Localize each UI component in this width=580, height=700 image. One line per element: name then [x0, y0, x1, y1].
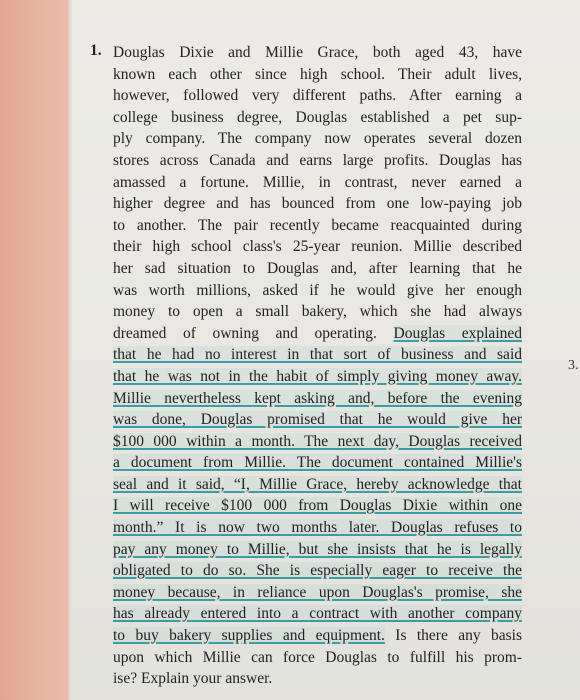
highlighted-text: Millie nevertheless kept asking and, before the evening	[113, 389, 522, 407]
text-segment: stores across Canada and earns large profits. Douglas has	[113, 151, 522, 169]
question-text	[113, 42, 522, 690]
text-segment: however, followed very different paths. After earning a	[113, 87, 522, 105]
text-segment: amassed a fortune. Millie, in contrast, never earned a	[113, 173, 522, 191]
text-line	[113, 323, 522, 345]
text-segment: college business degree, Douglas established a pet sup-	[113, 108, 522, 126]
text-line	[113, 64, 522, 86]
text-line	[113, 388, 522, 410]
text-segment: was worth millions, asked if he would give her enough	[113, 281, 522, 299]
text-segment: her sad situation to Douglas and, after learning that he	[113, 259, 522, 277]
highlighted-text: a document from Millie. The document contained Millie's	[113, 454, 522, 472]
text-segment: known each other since high school. Their adult lives,	[113, 65, 522, 83]
text-segment: Is there any basis	[384, 627, 522, 645]
text-segment: money to open a small bakery, which she had always	[113, 303, 522, 321]
highlighted-text: $100 000 within a month. The next day, Douglas received	[113, 432, 522, 450]
text-segment: Douglas Dixie and Millie Grace, both aged 43, have	[113, 44, 522, 61]
text-segment: dreamed of owning and operating.	[113, 324, 394, 342]
text-line	[113, 258, 522, 280]
highlighted-text: was done, Douglas promised that he would give her	[113, 411, 522, 429]
highlighted-text: has already entered into a contract with another company	[113, 605, 522, 623]
text-segment: upon which Millie can force Douglas to fulfill his prom-	[113, 648, 522, 666]
text-line	[113, 366, 522, 388]
text-line	[113, 215, 522, 237]
left-page-edge	[0, 0, 68, 700]
question-number: 1.	[90, 42, 102, 59]
highlighted-text: seal and it said, “I, Millie Grace, hereby acknowledge that	[113, 475, 522, 493]
text-segment: their high school class's 25-year reunion. Millie described	[113, 238, 522, 256]
text-line	[113, 42, 522, 64]
highlighted-text: Douglas explained	[393, 324, 522, 342]
next-question-number-partial: 3.	[568, 358, 579, 373]
text-line	[113, 495, 522, 517]
text-line	[113, 85, 522, 107]
text-segment: ply company. The company now operates several dozen	[113, 130, 522, 148]
text-line	[113, 150, 522, 172]
text-line	[113, 107, 522, 129]
highlighted-text: money because, in reliance upon Douglas's promise, she	[113, 583, 522, 601]
text-line	[113, 517, 522, 539]
text-line	[113, 236, 522, 258]
text-line	[113, 431, 522, 453]
text-line	[113, 474, 522, 496]
text-segment: higher degree and has bounced from one low-paying job	[113, 195, 522, 213]
highlighted-text: I will receive $100 000 from Douglas Dixie within one	[113, 497, 522, 515]
text-segment: ise? Explain your answer.	[113, 670, 273, 688]
highlighted-text: obligated to do so. She is especially eager to receive the	[113, 562, 522, 580]
text-line	[113, 301, 522, 323]
text-line	[113, 452, 522, 474]
highlighted-text: that he had no interest in that sort of business and said	[113, 346, 522, 364]
text-line	[113, 668, 522, 690]
highlighted-text: to buy bakery supplies and equipment.	[113, 627, 385, 645]
text-segment: to another. The pair recently became reacquainted during	[113, 216, 522, 234]
text-line	[113, 625, 522, 647]
text-line	[113, 603, 522, 625]
highlighted-text: month.” It is now two months later. Douglas refuses to	[113, 519, 522, 537]
highlighted-text: that he was not in the habit of simply giving money away.	[113, 367, 522, 385]
text-line	[113, 560, 522, 582]
text-line	[113, 128, 522, 150]
text-line	[113, 647, 522, 669]
text-line	[113, 409, 522, 431]
text-line	[113, 193, 522, 215]
text-line	[113, 582, 522, 604]
highlighted-text: pay any money to Millie, but she insists that he is legally	[113, 540, 522, 558]
text-line	[113, 344, 522, 366]
text-line	[113, 280, 522, 302]
text-line	[113, 539, 522, 561]
text-line	[113, 172, 522, 194]
